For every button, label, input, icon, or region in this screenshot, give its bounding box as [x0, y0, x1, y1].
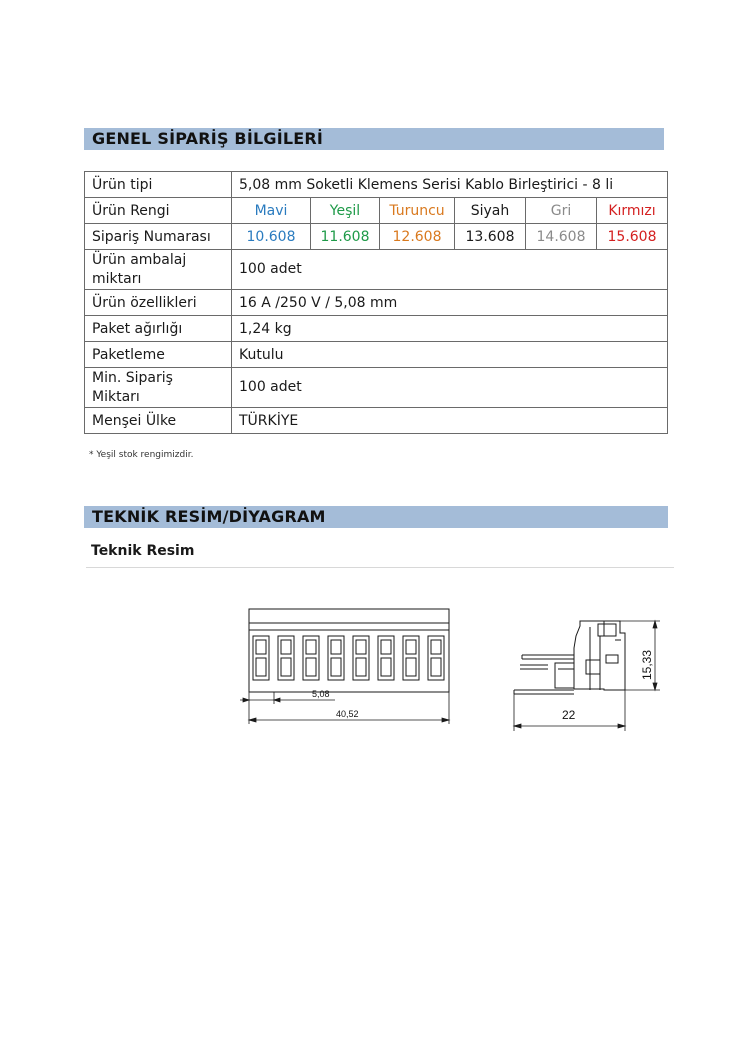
label-features: Ürün özellikleri — [85, 290, 232, 316]
terminal-opening-upper — [356, 640, 366, 654]
color-yesil: Yeşil — [311, 198, 380, 224]
side-view — [514, 621, 625, 694]
terminal-opening-lower — [381, 658, 391, 676]
value-product-type: 5,08 mm Soketli Klemens Serisi Kablo Birleştirici - 8 li — [232, 172, 668, 198]
terminal-opening-lower — [281, 658, 291, 676]
label-packaging-qty: Ürün ambalaj miktarı — [85, 250, 232, 290]
terminal-opening-upper — [431, 640, 441, 654]
value-features: 16 A /250 V / 5,08 mm — [232, 290, 668, 316]
label-product-color: Ürün Rengi — [85, 198, 232, 224]
terminal-opening-lower — [431, 658, 441, 676]
subtitle-teknik-resim: Teknik Resim — [91, 543, 195, 559]
terminal-opening-upper — [281, 640, 291, 654]
color-kirmizi: Kırmızı — [597, 198, 668, 224]
order-number-siyah: 13.608 — [455, 224, 526, 250]
value-packaging: Kutulu — [232, 342, 668, 368]
terminal-opening-upper — [331, 640, 341, 654]
terminal-opening-lower — [331, 658, 341, 676]
front-view — [249, 609, 449, 692]
section-title-teknik: TEKNİK RESİM/DİYAGRAM — [84, 506, 668, 528]
label-packaging: Paketleme — [85, 342, 232, 368]
terminal-slots — [253, 636, 444, 680]
terminal-opening-lower — [356, 658, 366, 676]
label-min-order: Min. Sipariş Miktarı — [85, 368, 232, 408]
value-package-weight: 1,24 kg — [232, 316, 668, 342]
front-dimensions — [240, 692, 449, 724]
dimension-width: 40,52 — [336, 709, 359, 719]
color-mavi: Mavi — [232, 198, 311, 224]
side-dimensions — [514, 621, 660, 731]
color-turuncu: Turuncu — [380, 198, 455, 224]
value-min-order: 100 adet — [232, 368, 668, 408]
terminal-opening-upper — [306, 640, 316, 654]
order-number-turuncu: 12.608 — [380, 224, 455, 250]
order-number-kirmizi: 15.608 — [597, 224, 668, 250]
dimension-depth: 22 — [562, 708, 576, 722]
label-order-number: Sipariş Numarası — [85, 224, 232, 250]
dimension-height: 15,33 — [640, 649, 654, 680]
terminal-opening-upper — [381, 640, 391, 654]
value-packaging-qty: 100 adet — [232, 250, 668, 290]
section-title-genel: GENEL SİPARİŞ BİLGİLERİ — [84, 128, 664, 150]
order-number-yesil: 11.608 — [311, 224, 380, 250]
terminal-opening-lower — [406, 658, 416, 676]
dimension-pitch: 5,08 — [312, 689, 330, 699]
terminal-opening-lower — [256, 658, 266, 676]
color-gri: Gri — [526, 198, 597, 224]
terminal-opening-upper — [406, 640, 416, 654]
label-origin: Menşei Ülke — [85, 408, 232, 434]
stock-color-note: * Yeşil stok rengimizdir. — [89, 450, 194, 460]
terminal-opening-lower — [306, 658, 316, 676]
value-origin: TÜRKİYE — [232, 408, 668, 434]
label-product-type: Ürün tipi — [85, 172, 232, 198]
terminal-opening-upper — [256, 640, 266, 654]
color-siyah: Siyah — [455, 198, 526, 224]
order-number-mavi: 10.608 — [232, 224, 311, 250]
label-package-weight: Paket ağırlığı — [85, 316, 232, 342]
order-number-gri: 14.608 — [526, 224, 597, 250]
